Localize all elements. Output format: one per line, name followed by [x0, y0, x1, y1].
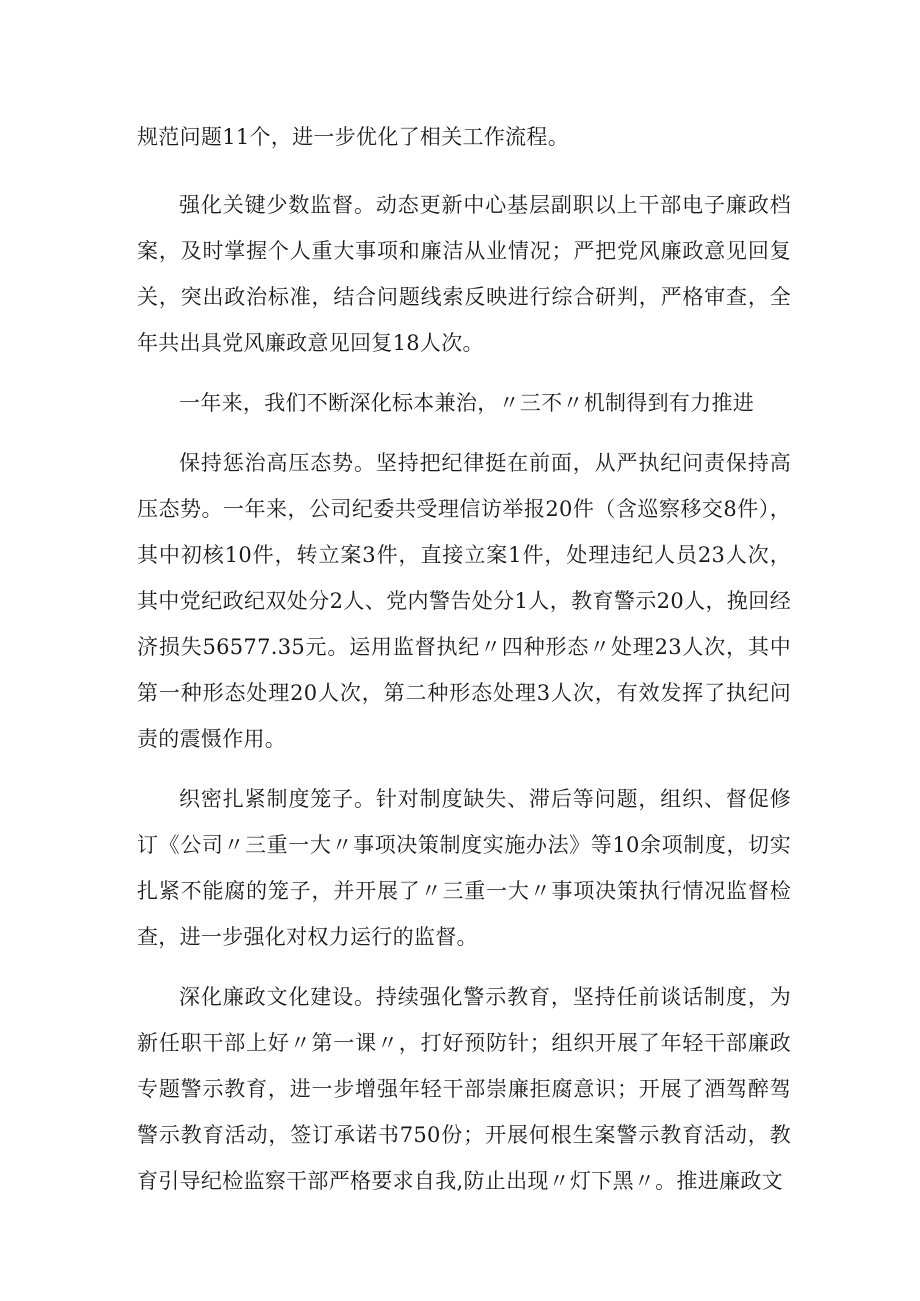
paragraph: 规范问题11个，进一步优化了相关工作流程。: [137, 125, 570, 149]
document-body: [137, 114, 791, 1218]
paragraph: 深化廉政文化建设。持续强化警示教育，坚持任前谈话制度，为新任职干部上好〃第一课〃，打好预防针；组织开展了年轻干部廉政专题警示教育，进一步增强年轻干部崇廉拒腐意识；开展了酒驾醉驾警示教育活动，签订承诺书750份；开展何根生案警示教育活动，教育引导纪检监察干部严格要求自我,防止出现〃灯下黑〃。推进廉政文: [137, 985, 791, 1193]
paragraph: 织密扎紧制度笼子。针对制度缺失、滞后等问题，组织、督促修订《公司〃三重一大〃事项决策制度实施办法》等10余项制度，切实扎紧不能腐的笼子，并开展了〃三重一大〃事项决策执行情况监督检查，进一步强化对权力运行的监督。: [137, 787, 791, 949]
section-heading: 一年来，我们不断深化标本兼治，〃三不〃机制得到有力推进: [179, 391, 755, 415]
paragraph: 保持惩治高压态势。坚持把纪律挺在前面，从严执纪问责保持高压态势。一年来，公司纪委共受理信访举报20件（含巡察移交8件），其中初核10件，转立案3件，直接立案1件，处理违纪人员23人次，其中党纪政纪双处分2人、党内警告处分1人，教育警示20人，挽回经济损失56577.35元。运用监督执纪〃四种形态〃处理23人次，其中第一种形态处理20人次，第二种形态处理3人次，有效发挥了执纪问责的震慑作用。: [137, 451, 791, 751]
paragraph: 强化关键少数监督。动态更新中心基层副职以上干部电子廉政档案，及时掌握个人重大事项和廉洁从业情况；严把党风廉政意见回复关，突出政治标准，结合问题线索反映进行综合研判，严格审查，全年共出具党风廉政意见回复18人次。: [137, 193, 791, 355]
